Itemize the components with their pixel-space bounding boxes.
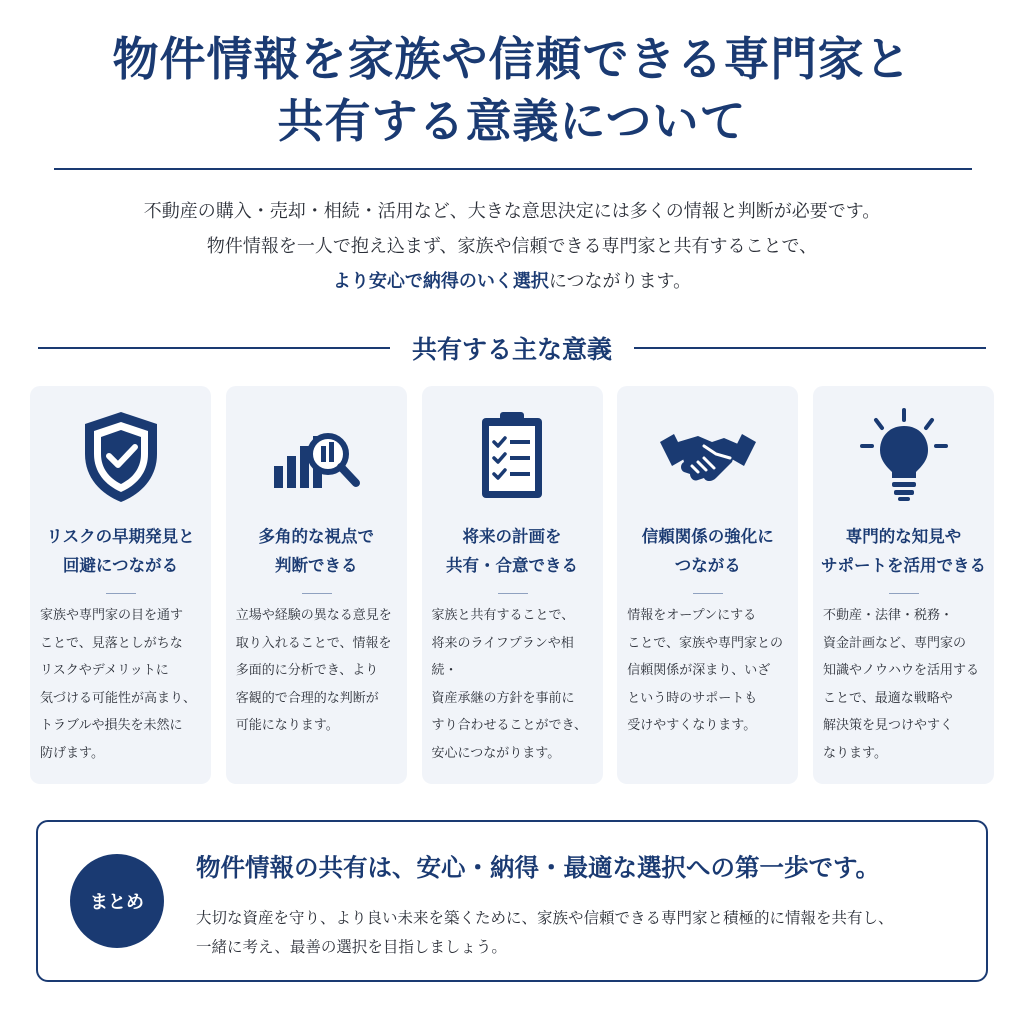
card-body: 立場や経験の異なる意見を 取り入れることで、情報を 多面的に分析でき、より 客観的で合理的な判断が 可能になります。 (235, 608, 392, 733)
card-title: 専門的な知見や サポートを活用できる (821, 527, 986, 575)
intro-text (40, 194, 984, 299)
intro-line-3-rest: につながります。 (548, 271, 692, 292)
card-title: 将来の計画を 共有・合意できる (446, 527, 578, 575)
card-divider (302, 593, 332, 594)
summary-badge: まとめ (70, 854, 164, 948)
card-body: 不動産・法律・税務・ 資金計画など、専門家の 知識やノウハウを活用する ことで、最適な戦略や 解決策を見つけやすく なります。 (823, 608, 980, 761)
summary-box (36, 820, 988, 982)
intro-line-2: 物件情報を一人で抱え込まず、家族や信頼できる専門家と共有することで、 (206, 236, 818, 257)
benefit-cards (30, 386, 994, 784)
benefit-card-perspective (226, 386, 407, 784)
page-title-line-2: 共有する意義について (277, 94, 747, 148)
card-divider (498, 593, 528, 594)
lightbulb-icon (854, 406, 954, 506)
card-title: 信頼関係の強化に つながる (641, 527, 774, 575)
intro-line-1: 不動産の購入・売却・相続・活用など、大きな意思決定には多くの情報と判断が必要です。 (143, 201, 881, 222)
chart-magnifier-icon (266, 406, 366, 506)
shield-check-icon (71, 406, 171, 506)
summary-title: 物件情報の共有は、安心・納得・最適な選択への第一歩です。 (196, 853, 881, 882)
section-label: 共有する主な意義 (412, 335, 613, 364)
card-title: リスクの早期発見と 回避につながる (46, 527, 195, 575)
summary-body: 大切な資産を守り、より良い未来を築くために、家族や信頼できる専門家と積極的に情報を共有し、 一緒に考え、最善の選択を目指しましょう。 (196, 909, 894, 956)
section-line-right (634, 347, 986, 349)
benefit-card-risk (30, 386, 211, 784)
card-title: 多角的な視点で 判断できる (258, 527, 374, 575)
benefit-card-plan (422, 386, 603, 784)
page-title-line-1: 物件情報を家族や信頼できる専門家と (112, 32, 912, 86)
card-divider (106, 593, 136, 594)
benefit-card-expertise (813, 386, 994, 784)
section-line-left (38, 347, 390, 349)
card-divider (693, 593, 723, 594)
card-divider (889, 593, 919, 594)
section-heading (38, 328, 986, 368)
handshake-icon (658, 406, 758, 506)
benefit-card-trust (617, 386, 798, 784)
intro-line-3 (40, 264, 984, 299)
intro-highlight: より安心で納得のいく選択 (332, 271, 549, 292)
card-body: 家族と共有することで、 将来のライフプランや相続・ 資産承継の方針を事前に すり合わせることができ、 安心につながります。 (431, 608, 587, 761)
clipboard-checklist-icon (462, 406, 562, 506)
card-body: 家族や専門家の目を通す ことで、見落としがちな リスクやデメリットに 気づける可能性が高まり、 トラブルや損失を未然に 防げます。 (40, 608, 197, 761)
page-title (40, 28, 984, 152)
card-body: 情報をオープンにする ことで、家族や専門家との 信頼関係が深まり、いざ という時のサポートも 受けやすくなります。 (627, 608, 783, 733)
title-divider (54, 168, 972, 170)
